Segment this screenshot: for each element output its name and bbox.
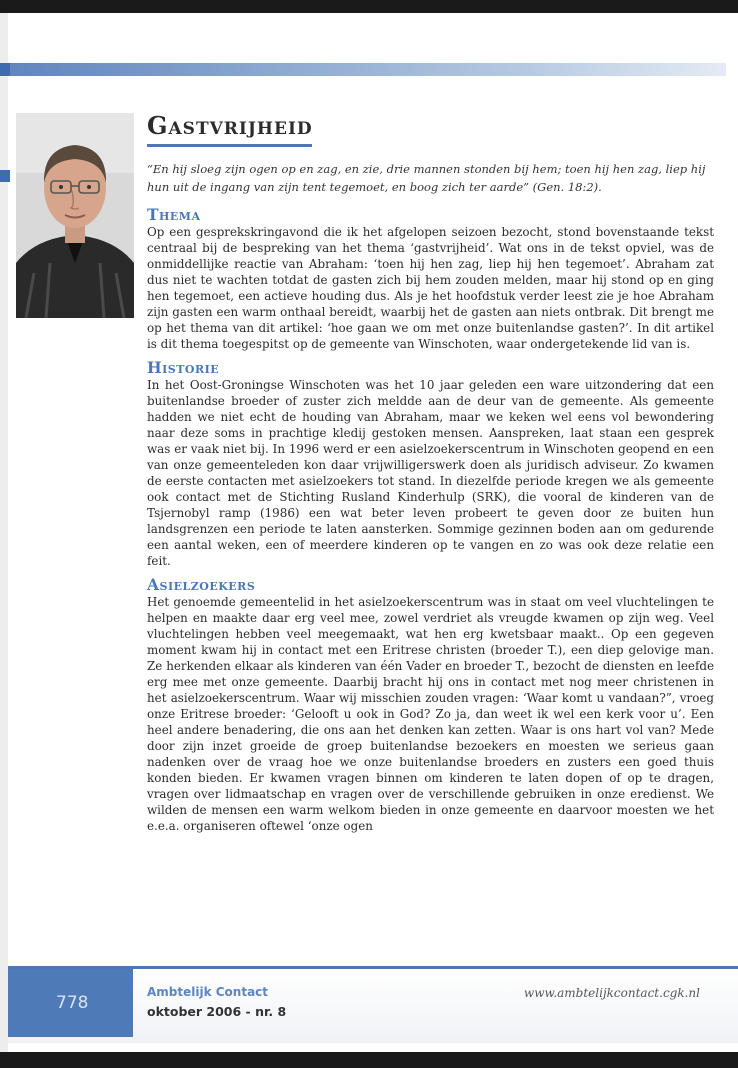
section-text-asielzoekers: Het genoemde gemeentelid in het asielzoekerscentrum was in staat om veel vluchtelingen te helpen en maakte daar erg veel mee, zowel verdriet als vreugde kwamen op zijn weg. Veel vluchtelingen hebben veel meegemaakt, wat hen erg kwetsbaar maakt.. Op een gegeven moment kwam hij in contact met een Eritrese christen (broeder T.), een diep gelovige man. Ze herkenden elkaar als kinderen van één Vader en broeder T., bezocht de diensten en leefde erg mee met onze gemeente. Daarbij bracht hij ons in contact met nog meer christenen in het asielzoekerscentrum. Waar wij misschien zouden vragen: ‘Waar komt u vandaan?”, vroeg onze Eritrese broeder: ‘Gelooft u ook in God? Zo ja, dan weet ik wel een kerk voor u’. Een heel andere benadering, die ons aan het denken kan zetten. Waar is ons hart vol van? Mede door zijn inzet groeide de groep buitenlandse bezoekers en moesten we serieus gaan nadenken over de vraag hoe we onze buitenlandse broeders en zusters een goed thuis konden bieden. Er kwamen vragen binnen om kinderen te laten dopen of op te dragen, vragen over lidmaatschap en vragen over de verschillende gebruiken in onze eredienst. We wilden de mensen een warm welkom bieden in onze gemeente en daarvoor moesten we het e.e.a. organiseren oftewel ‘onze ogen (147, 595, 714, 833)
issue-info: oktober 2006 - nr. 8 (147, 1004, 287, 1019)
title-underline (147, 144, 312, 147)
left-page-edge (0, 13, 8, 1053)
left-accent-tab (0, 63, 10, 76)
portrait-illustration (16, 113, 134, 318)
bottom-border (0, 1052, 738, 1068)
author-portrait (16, 113, 134, 318)
website-url[interactable]: www.ambtelijkcontact.cgk.nl (523, 986, 700, 1000)
article-body (147, 110, 714, 840)
section-text-historie: In het Oost-Groningse Winschoten was het 10 jaar geleden een ware uitzondering dat een buitenlandse broeder of zuster zich meldde aan de deur van de gemeente. Als gemeente hadden we niet echt de houding van Abraham, maar we keken wel eens vol bewondering naar deze soms in prachtige kledij gestoken mensen. Aanspreken, laat staan een gesprek was er vaak niet bij. In 1996 werd er een asielzoekerscentrum in Winschoten geopend en een van onze gemeenteleden kon daar vrijwilligerswerk doen als juridisch adviseur. Zo kwamen de eerste contacten met asielzoekers tot stand. In diezelfde periode kregen we als gemeente ook contact met de Stichting Rusland Kinderhulp (SRK), die vooral de kinderen van de Tsjernobyl ramp (1986) een wat beter leven probeert te geven door ze buiten hun landsgrenzen een periode te laten aansterken. Sommige gezinnen boden aan om gedurende een aantal weken, een of meerdere kinderen op te vangen en zo was ook deze relatie een feit. (147, 378, 714, 568)
section-heading-asielzoekers: Asielzoekers (147, 575, 256, 594)
section-text-thema: Op een gesprekskringavond die ik het afgelopen seizoen bezocht, stond bovenstaande tekst centraal bij de bespreking van het thema ‘gastvrijheid’. Wat ons in de tekst opviel, was de onmiddellijke reactie van Abraham: ‘toen hij hen zag, liep hij hen tegemoet’. Abraham zat dus niet te wachten totdat de gasten zich bij hem zouden melden, maar hij stond op en ging hen tegemoet, een actieve houding dus. Als je het hoofdstuk verder leest zie je hoe Abraham zijn gasten een warm onthaal bereidt, waarbij het de gasten aan niets ontbrak. Dit brengt me op het thema van dit artikel: ‘hoe gaan we om met onze buitenlandse gasten?’. In dit artikel is dit thema toegespitst op de gemeente van Winschoten, waar ondergetekende lid van is. (147, 225, 714, 351)
page-number: 778 (8, 969, 133, 1037)
magazine-name: Ambtelijk Contact (147, 985, 269, 999)
section-heading-historie: Historie (147, 358, 220, 377)
section-heading-thema: Thema (147, 205, 201, 224)
left-accent-tab-lower (0, 170, 10, 182)
header-color-band (8, 63, 726, 76)
bible-quote: “En hij sloeg zijn ogen op en zag, en zie, drie mannen stonden bij hem; toen hij hen zag, liep hij hun uit de ingang van zijn tent tegemoet, en boog zich ter aarde” (Gen. 18:2). (147, 162, 706, 194)
top-border (0, 0, 738, 13)
article-title: Gastvrijheid (147, 111, 313, 140)
